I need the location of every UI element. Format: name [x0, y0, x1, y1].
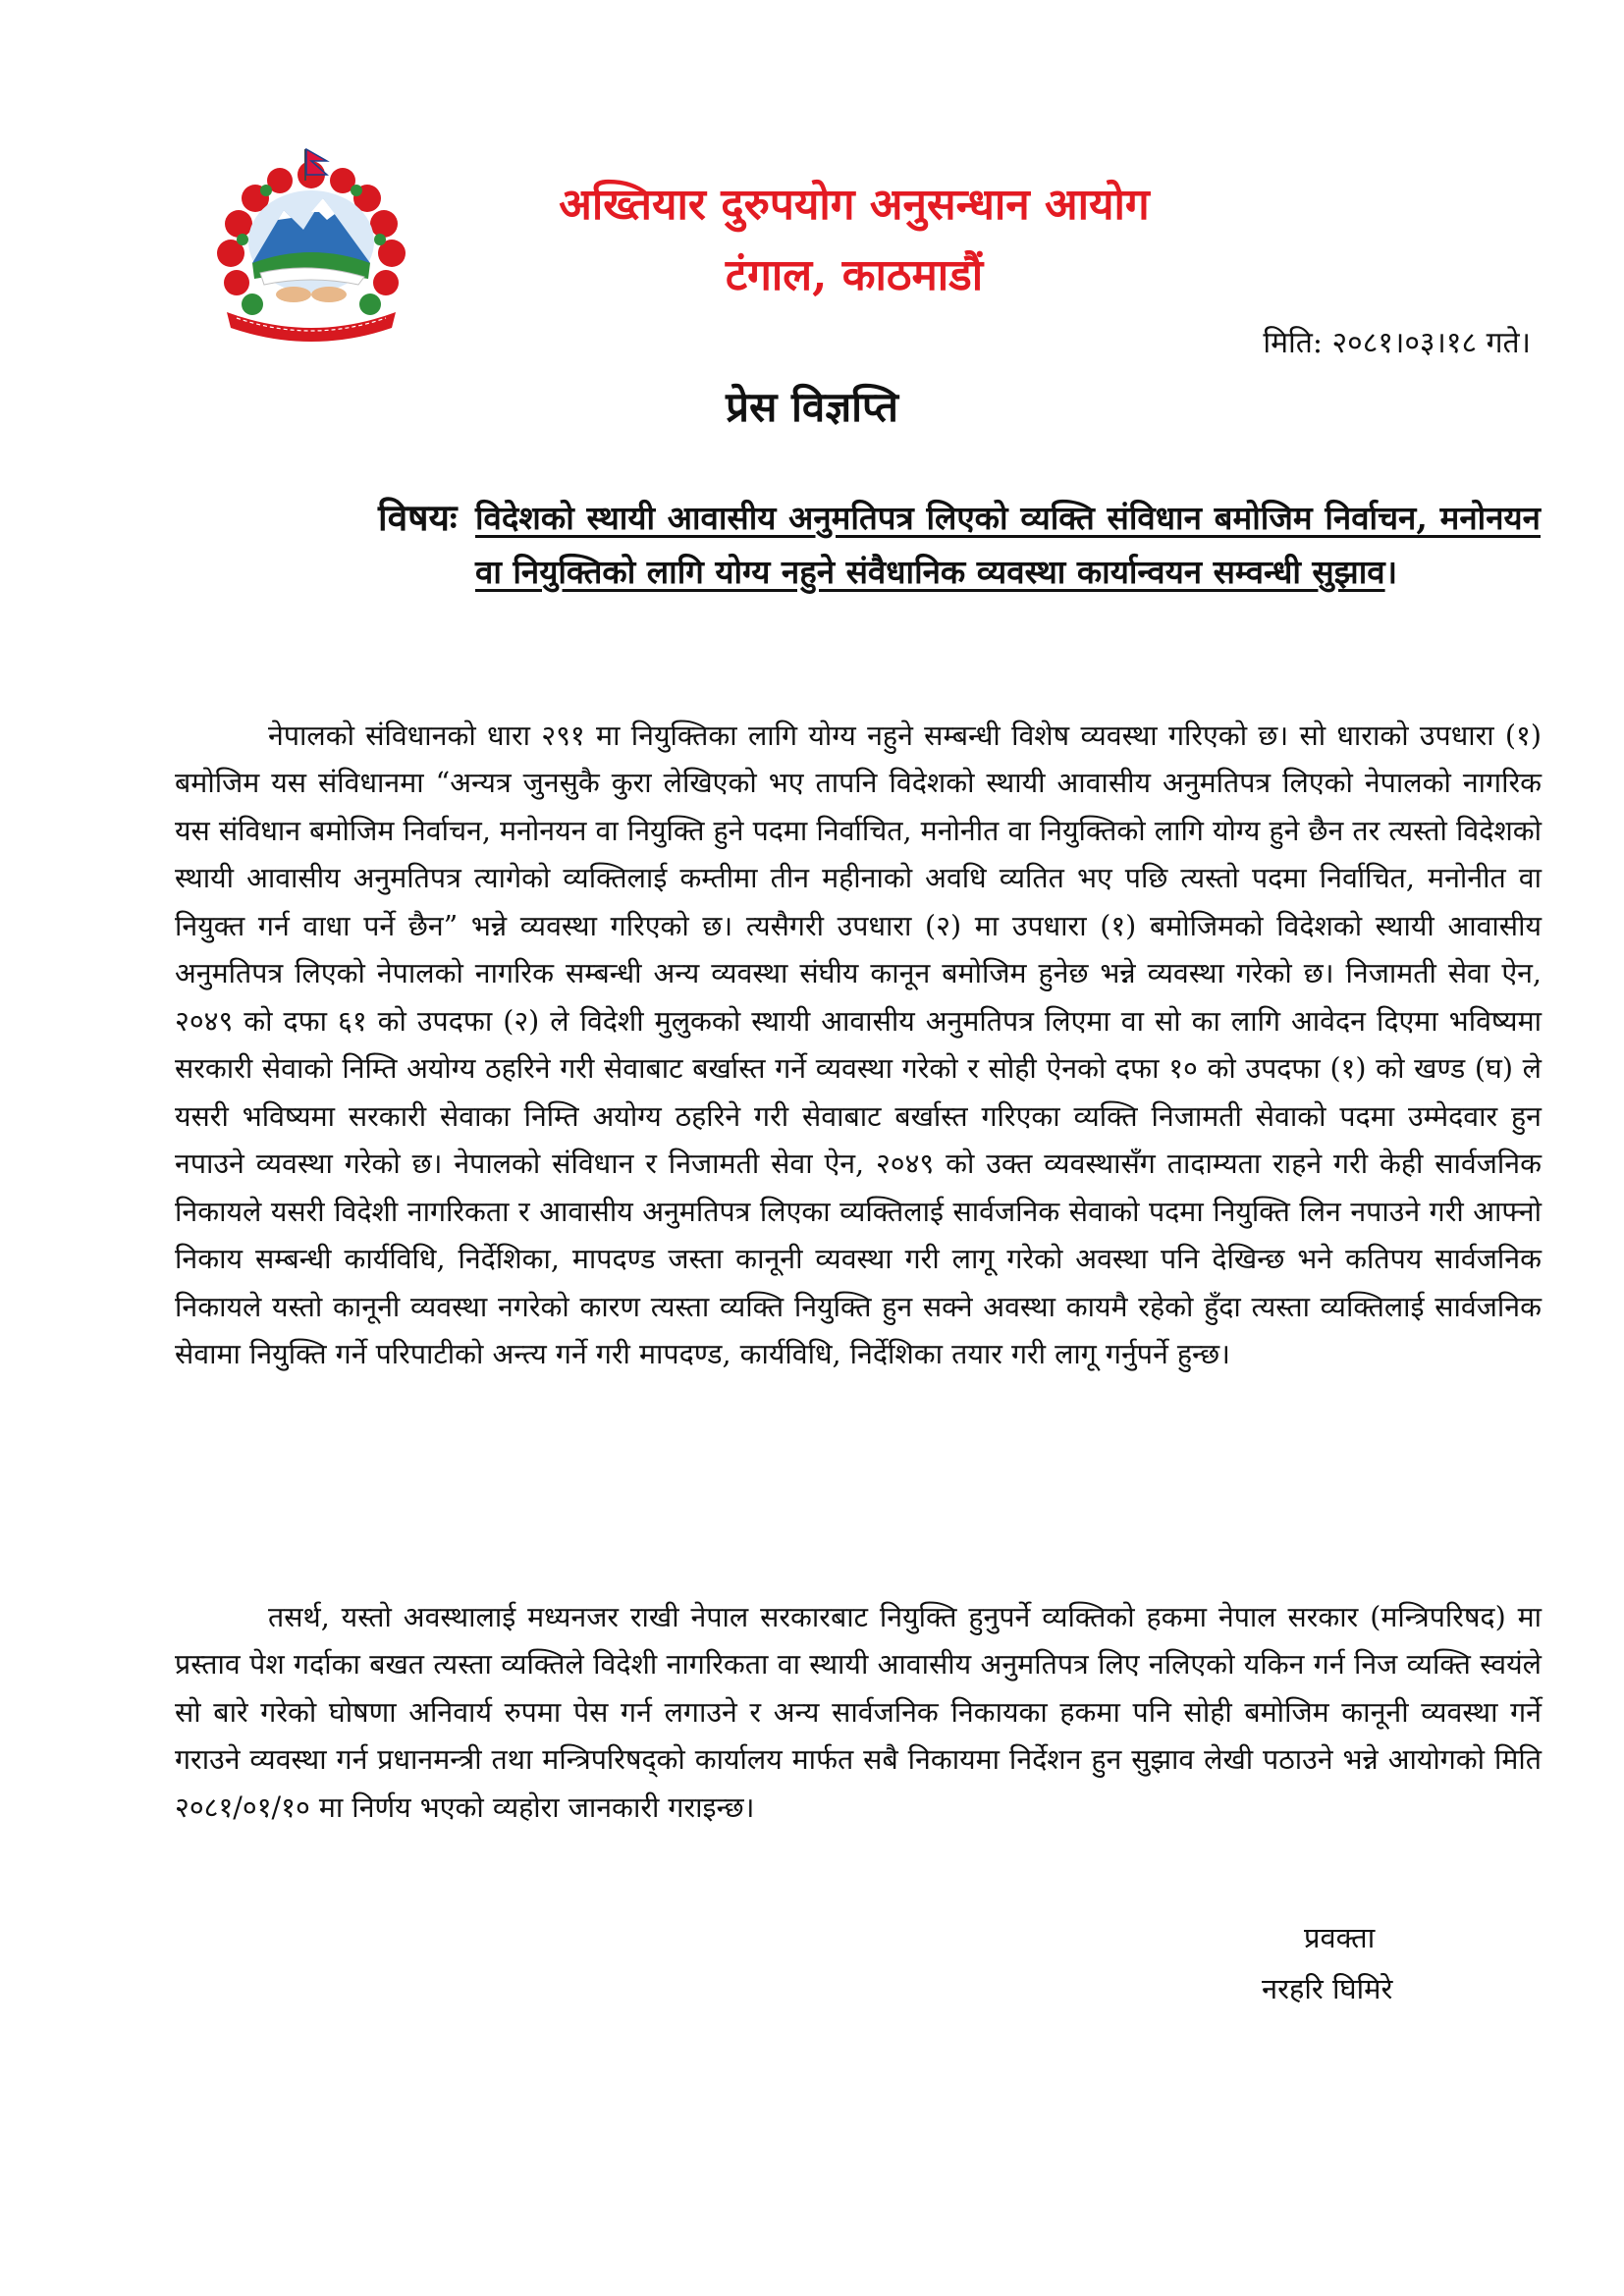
signature-role: प्रवक्ता [1304, 1921, 1376, 1954]
document-date: मिति: २०८१।०३।१८ गते। [1263, 326, 1531, 360]
document-title: प्रेस विज्ञप्ति [726, 383, 898, 431]
subject-text [475, 491, 1541, 599]
body-paragraph-1: नेपालको संविधानको धारा २९१ मा नियुक्तिका लागि योग्य नहुने सम्बन्धी विशेष व्यवस्था गरिएको छ। सो धाराको उपधारा (१) बमोजिम यस संविधानमा “अन्यत्र जुनसुकै कुरा लेखिएको भए तापनि विदेशको स्थायी आवासीय अनुमतिपत्र लिएको नेपालको नागरिक यस संविधान बमोजिम निर्वाचन, मनोनयन वा नियुक्ति हुने पदमा निर्वाचित, मनोनीत वा नियुक्तिको लागि योग्य हुने छैन तर त्यस्तो विदेशको स्थायी आवासीय अनुमतिपत्र त्यागेको व्यक्तिलाई कम्तीमा तीन महीनाको अवधि व्यतित भए पछि त्यस्तो पदमा निर्वाचित, मनोनीत वा नियुक्त गर्न वाधा पर्ने छैन” भन्ने व्यवस्था गरिएको छ। त्यसैगरी उपधारा (२) मा उपधारा (१) बमोजिमको विदेशको स्थायी आवासीय अनुमतिपत्र लिएको नेपालको नागरिक सम्बन्धी अन्य व्यवस्था संघीय कानून बमोजिम हुनेछ भन्ने व्यवस्था गरेको छ। निजामती सेवा ऐन, २०४९ को दफा ६१ को उपदफा (२) ले विदेशी मुलुकको स्थायी आवासीय अनुमतिपत्र लिएमा वा सो का लागि आवेदन दिएमा भविष्यमा सरकारी सेवाको निम्ति अयोग्य ठहरिने गरी सेवाबाट बर्खास्त गर्ने व्यवस्था गरेको र सोही ऐनको दफा १० को उपदफा (१) को खण्ड (घ) ले यसरी भविष्यमा सरकारी सेवाका निम्ति अयोग्य ठहरिने गरी सेवाबाट बर्खास्त गरिएका व्यक्ति निजामती सेवाको पदमा उम्मेदवार हुन नपाउने व्यवस्था गरेको छ। नेपालको संविधान र निजामती सेवा ऐन, २०४९ को उक्त व्यवस्थासँग तादाम्यता राहने गरी केही सार्वजनिक निकायले यसरी विदेशी नागरिकता र आवासीय अनुमतिपत्र लिएका व्यक्तिलाई सार्वजनिक सेवाको पदमा नियुक्ति लिन नपाउने गरी आफ्नो निकाय सम्बन्धी कार्यविधि, निर्देशिका, मापदण्ड जस्ता कानूनी व्यवस्था गरी लागू गरेको अवस्था पनि देखिन्छ भने कतिपय सार्वजनिक निकायले यस्तो कानूनी व्यवस्था नगरेको कारण त्यस्ता व्यक्ति नियुक्ति हुन सक्ने अवस्था कायमै रहेको हुँदा त्यस्ता व्यक्तिलाई सार्वजनिक सेवामा नियुक्ति गर्ने परिपाटीको अन्त्य गर्ने गरी मापदण्ड, कार्यविधि, निर्देशिका तयार गरी लागू गर्नुपर्ने हुन्छ। [175, 719, 1542, 1370]
letterhead-emblem [201, 147, 422, 348]
subject-label: विषयः [378, 496, 458, 539]
organization-location: टंगाल, काठमाडौं [725, 250, 984, 300]
organization-name: अख्तियार दुरुपयोग अनुसन्धान आयोग [559, 180, 1150, 230]
signature-name: नरहरि घिमिरे [1262, 1972, 1393, 2005]
nepal-emblem-icon [201, 147, 422, 348]
subject-text-underlined: विदेशको स्थायी आवासीय अनुमतिपत्र लिएको व्यक्ति संविधान बमोजिम निर्वाचन, मनोनयन वा नियुक्तिको लागि योग्य नहुने संवैधानिक व्यवस्था कार्यान्वयन सम्वन्धी सुझाव [475, 499, 1541, 591]
body-paragraph-2: तसर्थ, यस्तो अवस्थालाई मध्यनजर राखी नेपाल सरकारबाट नियुक्ति हुनुपर्ने व्यक्तिको हकमा नेपाल सरकार (मन्त्रिपरिषद) मा प्रस्ताव पेश गर्दाका बखत त्यस्ता व्यक्तिले विदेशी नागरिकता वा स्थायी आवासीय अनुमतिपत्र लिए नलिएको यकिन गर्न निज व्यक्ति स्वयंले सो बारे गरेको घोषणा अनिवार्य रुपमा पेस गर्न लगाउने र अन्य सार्वजनिक निकायका हकमा पनि सोही बमोजिम कानूनी व्यवस्था गर्ने गराउने व्यवस्था गर्न प्रधानमन्त्री तथा मन्त्रिपरिषद्को कार्यालय मार्फत सबै निकायमा निर्देशन हुन सुझाव लेखी पठाउने भन्ने आयोगको मिति २०८१/०१/१० मा निर्णय भएको व्यहोरा जानकारी गराइन्छ। [175, 1600, 1542, 1824]
subject-end-mark: । [1384, 553, 1398, 591]
